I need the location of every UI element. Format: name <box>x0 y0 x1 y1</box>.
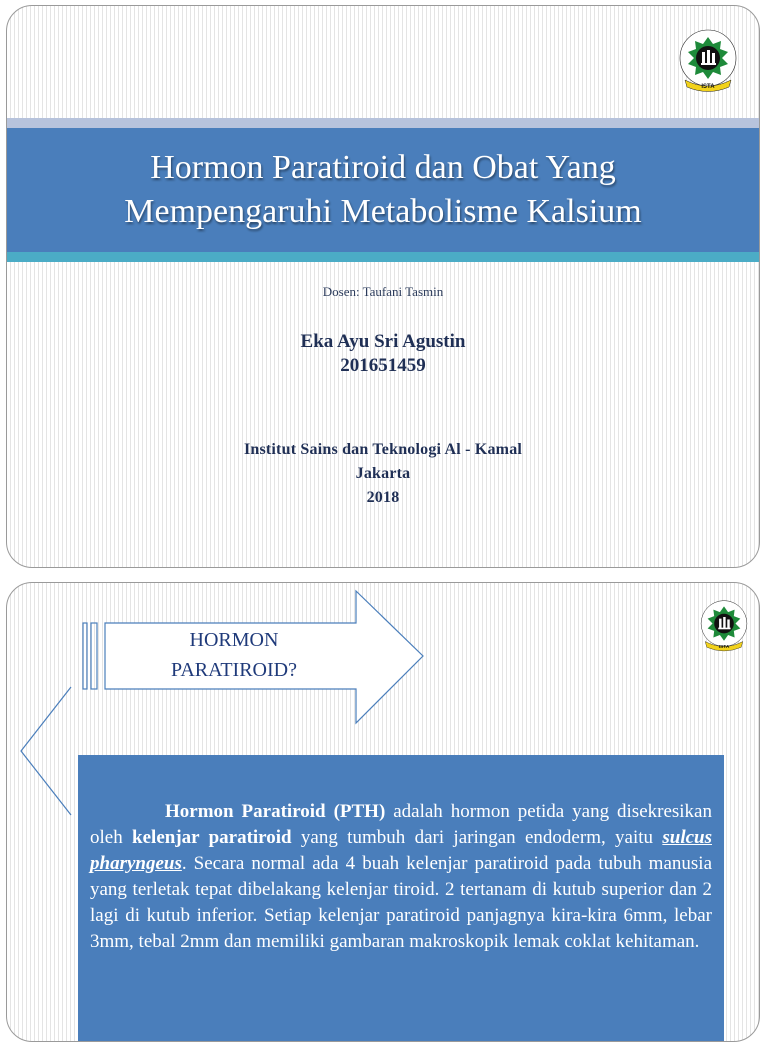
text-segment-3: . Secara normal ada 4 buah kelenjar paratiroid pada tubuh manusia yang terletak tepat dibelakang kelenjar tiroid. 2 tertanam di kutub superior dan 2 lagi di kutub inferior. Setiap kelenjar paratiroid panjagnya kira-kira 6mm, lebar 3mm, tebal 2mm dan memiliki gambaran makroskopik lemak coklat kehitaman. <box>90 853 712 952</box>
slide-title-line-2: Mempengaruhi Metabolisme Kalsium <box>124 193 642 230</box>
author-id: 201651459 <box>340 355 426 376</box>
left-chevron-icon <box>21 687 71 815</box>
definition-paragraph <box>90 799 712 955</box>
definition-textbox <box>78 755 724 1042</box>
lecturer-name: Dosen: Taufani Tasmin <box>322 284 444 299</box>
term-sulcus-pharyngeus: sulcus pharyngeus <box>90 827 712 874</box>
text-segment-1: adalah hormon petida yang disekresikan oleh <box>90 801 712 848</box>
title-band-bottom <box>7 252 759 262</box>
institute-year: 2018 <box>366 489 400 506</box>
text-segment-2: yang tumbuh dari jaringan endoderm, yaitu <box>291 827 663 848</box>
arrow-label-line-1: HORMON <box>189 629 279 651</box>
term-pth: Hormon Paratiroid (PTH) <box>165 801 386 822</box>
title-band-top <box>7 118 759 128</box>
term-kelenjar-paratiroid: kelenjar paratiroid <box>132 827 292 848</box>
title-band <box>7 128 759 252</box>
institute-logo-icon <box>697 599 751 653</box>
institute-name: Institut Sains dan Teknologi Al - Kamal <box>243 441 523 458</box>
author-name: Eka Ayu Sri Agustin <box>300 331 466 352</box>
institute-logo-icon <box>675 28 741 94</box>
slide-title <box>124 146 641 234</box>
slide-title-line-1: Hormon Paratiroid dan Obat Yang <box>150 149 616 186</box>
arrow-label-line-2: PARATIROID? <box>171 659 297 681</box>
institute-city: Jakarta <box>355 465 411 482</box>
logo-lettering: ISTA <box>701 84 715 90</box>
arrow-label <box>127 625 341 685</box>
content-slide <box>6 582 760 1042</box>
logo-lettering: ISTA <box>718 645 730 651</box>
author-block <box>7 330 759 378</box>
title-slide <box>6 5 760 568</box>
institute-block <box>7 438 759 510</box>
